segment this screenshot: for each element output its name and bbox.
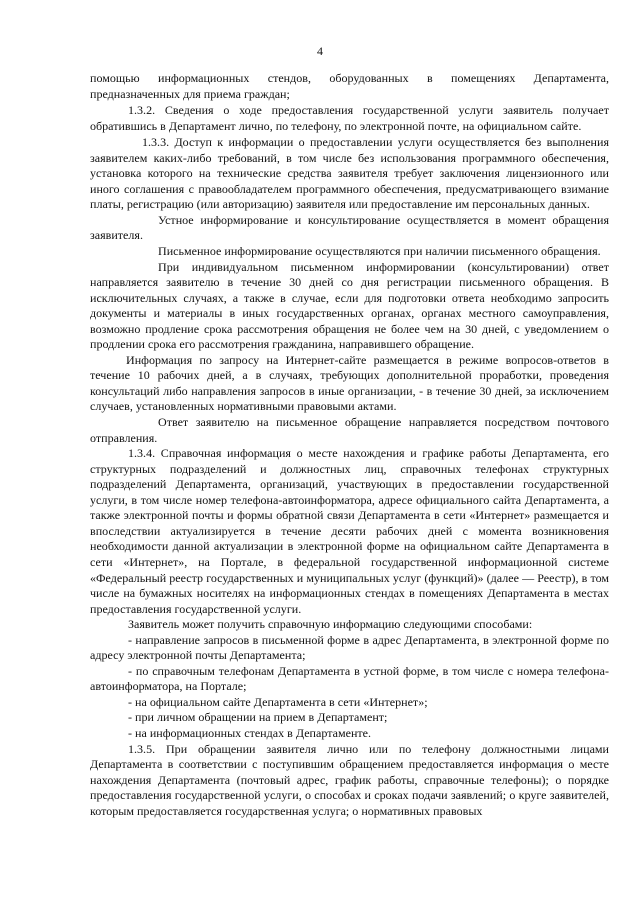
paragraph-1-3-2: 1.3.2. Сведения о ходе предоставления государственной услуги заявитель получает обратившись в Департамент лично, по телефону, по электронной почте, на официальном сайте. bbox=[90, 103, 609, 133]
paragraph-internet-requests: Информация по запросу на Интернет-сайте размещается в режиме вопросов-ответов в течение 10 рабочих дней, а в случаях, требующих дополнительной проработки, проведения консультаций либо направления запросов в иные организации, - в течение 30 дней, за исключением случаев, установленных нормативными правовыми актами. bbox=[90, 352, 609, 414]
paragraph-individual-written: При индивидуальном письменном информировании (консультировании) ответ направляется заявителю в течение 30 дней со дня регистрации письменного обращения. В исключительных случаях, а также в случае, если для подготовки ответа необходимо запросить документы и материалы в иных государственных органах, органах местного самоуправления, возможно продление срока рассмотрения обращения не более чем на 30 дней, с уведомлением о продлении срока его рассмотрения гражданина, направившего обращение. bbox=[90, 259, 609, 352]
paragraph-1-3-3: 1.3.3. Доступ к информации о предоставлении услуги осуществляется без выполнения заявителем каких-либо требований, в том числе без использования программного обеспечения, установка которого на технические средства заявителя требует заключения лицензионного или иного соглашения с правообладателем программного обеспечения, предусматривающего взимание платы, регистрацию (или авторизацию) заявителя или предоставление им персональных данных. bbox=[90, 135, 609, 212]
paragraph-stands: помощью информационных стендов, оборудованных в помещениях Департамента, предназначенных для приема граждан; bbox=[90, 71, 609, 101]
paragraph-ways-intro: Заявитель может получить справочную информацию следующими способами: bbox=[128, 617, 533, 632]
paragraph-oral-info: Устное информирование и консультирование осуществляется в момент обращения заявителя. bbox=[90, 212, 609, 243]
list-item-phones: - по справочным телефонам Департамента в устной форме, в том числе с номера телефона-автоинформатора, на Портале; bbox=[90, 663, 609, 694]
list-item-website: - на официальном сайте Департамента в сети «Интернет»; bbox=[128, 694, 428, 709]
paragraph-postal-reply: Ответ заявителю на письменное обращение направляется посредством почтового отправления. bbox=[90, 415, 609, 445]
list-item-info-stands: - на информационных стендах в Департаменте. bbox=[128, 725, 372, 740]
paragraph-1-3-5: 1.3.5. При обращении заявителя лично или по телефону должностными лицами Департамента в соответствии с поступившим обращением предоставляется информация о месте нахождения Департамента (почтовый адрес, график работы, справочные телефоны); о порядке предоставления государственной услуги, о способах и сроках подачи заявлений; о круге заявителей, которым предоставляется государственная услуга; о нормативных правовых bbox=[90, 741, 609, 818]
paragraph-1-3-4: 1.3.4. Справочная информация о месте нахождения и графике работы Департамента, его структурных подразделений и должностных лиц, справочных телефонах структурных подразделений Департамента, организаций, участвующих в предоставлении государственной услуги, в том числе номер телефона-автоинформатора, адресе официального сайта Департамента, а также электронной почты и формы обратной связи Департамента в сети «Интернет» размещается и впоследствии актуализируется в течение десяти рабочих дней с момента возникновения необходимости данной актуализации в электронной форме на официальном сайте Департамента в сети «Интернет», на Портале, в федеральной государственной информационной системе «Федеральный реестр государственных и муниципальных услуг (функций)» (далее — Реестр), в том числе на бумажных носителях на информационных стендах в помещениях Департамента в местах предоставления государственной услуги. bbox=[90, 446, 609, 616]
page-number: 4 bbox=[317, 44, 323, 58]
list-item-written-requests: - направление запросов в письменной форме в адрес Департамента, в электронной форме по адресу электронной почты Департамента; bbox=[90, 632, 609, 663]
list-item-personal-visit: - при личном обращении на прием в Департамент; bbox=[128, 710, 388, 725]
document-body bbox=[90, 71, 609, 819]
paragraph-written-info: Письменное информирование осуществляются при наличии письменного обращения. bbox=[158, 244, 601, 259]
